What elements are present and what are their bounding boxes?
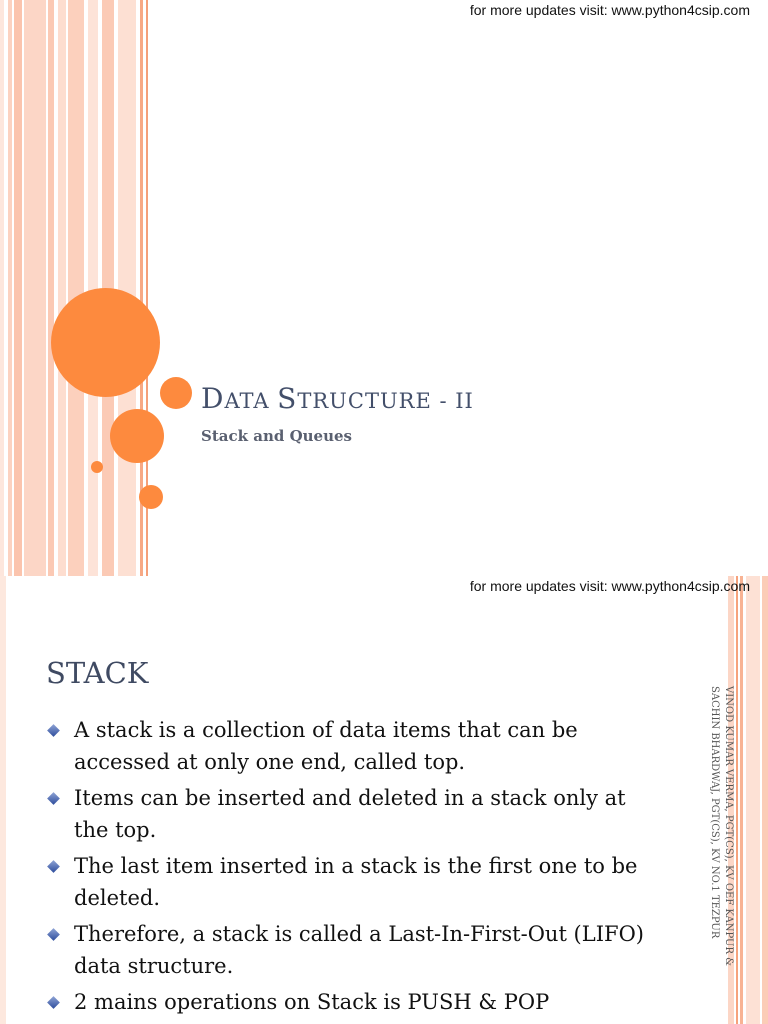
slide-subtitle: Stack and Queues [201,427,352,445]
slide-title [201,382,474,415]
diamond-bullet-icon [47,928,60,941]
bullet-item [46,986,656,1018]
decorative-circle-small [139,485,163,509]
bullet-text: A stack is a collection of data items that can be accessed at only one end, called top. [74,718,578,774]
bullet-item [46,850,656,914]
diamond-bullet-icon [47,860,60,873]
title-part: TRUCTURE - II [297,389,474,413]
decorative-circle-large [51,288,160,397]
decorative-stripe [14,0,22,576]
bullet-text: The last item inserted in a stack is the first one to be deleted. [74,854,638,910]
decorative-stripe [68,0,84,576]
header-note: for more updates visit: www.python4csip.com [469,578,750,594]
decorative-stripe [746,576,760,1024]
bullet-text: 2 mains operations on Stack is PUSH & POP [74,990,550,1014]
decorative-stripe [48,0,54,576]
content-slide [0,576,768,1024]
header-note: for more updates visit: www.python4csip.com [469,2,750,18]
slide-title: STACK [46,656,149,690]
diamond-bullet-icon [47,724,60,737]
decorative-stripe [0,576,6,1024]
decorative-stripe [0,0,4,576]
decorative-stripe [762,576,768,1024]
title-part: S [277,382,298,415]
title-part: ATA [224,389,278,413]
bullet-list [46,714,656,1022]
decorative-circle-dot [91,461,103,473]
bullet-item [46,918,656,982]
credit-line: SACHIN BHARDWAJ, PGT(CS), KV NO.1 TEZPUR [709,686,720,939]
bullet-text: Items can be inserted and deleted in a stack only at the top. [74,786,626,842]
author-credit [705,686,745,1024]
diamond-bullet-icon [47,792,60,805]
bullet-item [46,714,656,778]
decorative-circle [160,377,192,409]
decorative-circle [110,409,164,463]
diamond-bullet-icon [47,996,60,1009]
bullet-text: Therefore, a stack is called a Last-In-First-Out (LIFO) data structure. [74,922,644,978]
decorative-stripe [24,0,46,576]
decorative-stripe [118,0,136,576]
bullet-item [46,782,656,846]
decorative-stripe [58,0,66,576]
credit-line: VINOD KUMAR VERMA, PGT(CS), KV OEF KANPUR & [723,686,734,967]
decorative-stripe [8,0,12,576]
title-part: D [201,382,225,415]
